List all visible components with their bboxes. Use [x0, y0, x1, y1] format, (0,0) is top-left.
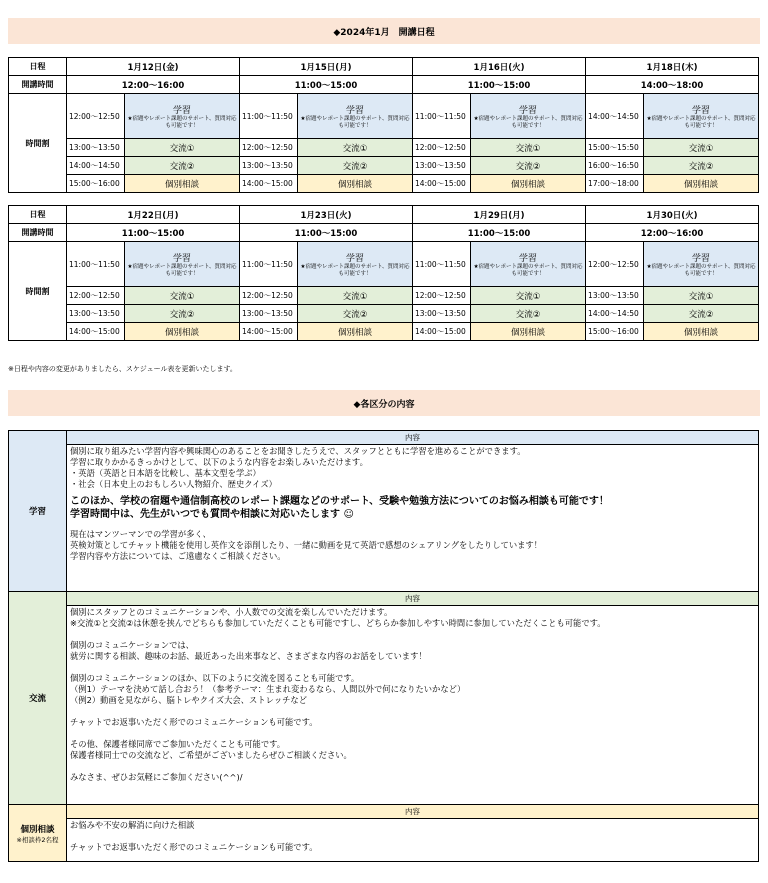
slot-gakushu-title: 学習 [692, 105, 711, 116]
slot-gakushu-title: 学習 [346, 253, 365, 264]
category-kobetsu: 個別相談 ※相談枠2名程 [9, 805, 67, 862]
gakushu-highlight-2: 学習時間中は、先生がいつでも質問や相談に対応いたします ☺ [70, 509, 354, 520]
schedule-note: ※日程や内容の変更がありましたら、スケジュール表を更新いたします。 [8, 365, 237, 373]
gakushu-line: 現在はマンツーマンでの学習が多く、 [70, 529, 211, 539]
content-header: 内容 [67, 592, 759, 606]
slot-gakushu [471, 242, 586, 287]
slot-gakushu [125, 94, 240, 139]
content-table [8, 430, 759, 862]
slot-koryu: 交流② [644, 305, 759, 323]
slot-koryu: 交流② [471, 305, 586, 323]
koryu-line [70, 706, 755, 717]
slot-kobetsu: 個別相談 [298, 175, 413, 193]
category-gakushu: 学習 [9, 431, 67, 592]
slot-gakushu-sub: ★宿題やレポート課題のサポート、質問対応も可能です！ [300, 263, 410, 277]
koryu-line [70, 728, 755, 739]
date-label: 日程 [9, 58, 67, 76]
day-date: 1月22日(月) [67, 206, 240, 224]
schedule-table-week-1 [8, 57, 759, 193]
slot-time: 13:00〜13:50 [67, 305, 125, 323]
slot-koryu: 交流② [125, 305, 240, 323]
koryu-line [70, 662, 755, 673]
slot-time: 14:00〜15:00 [240, 323, 298, 341]
slot-koryu: 交流① [125, 139, 240, 157]
slot-koryu: 交流② [644, 157, 759, 175]
koryu-description [67, 606, 759, 805]
koryu-line: 個別のコミュニケーションでは、 [70, 640, 194, 650]
gakushu-line: 個別に取り組みたい学習内容や興味関心のあることをお聞きしたうえで、スタッフとともに学習を進めることができます。 [70, 446, 526, 456]
slot-gakushu-title: 学習 [173, 253, 192, 264]
day-date: 1月18日(木) [586, 58, 759, 76]
slot-time: 12:00〜12:50 [586, 242, 644, 287]
koryu-line: （例2）動画を見ながら、脳トレやクイズ大会、ストレッチなど [70, 695, 308, 705]
kobetsu-line: お悩みや不安の解消に向けた相談 [70, 820, 195, 830]
slot-gakushu-sub: ★宿題やレポート課題のサポート、質問対応も可能です！ [300, 115, 410, 129]
slot-koryu: 交流① [471, 287, 586, 305]
koryu-line: 就労に関する相談、趣味のお話、最近あった出来事など、さまざまな内容のお話をしています！ [70, 651, 427, 661]
slot-kobetsu: 個別相談 [471, 175, 586, 193]
content-header: 内容 [67, 431, 759, 445]
day-date: 1月29日(月) [413, 206, 586, 224]
koryu-line: （例1）テーマを決めて話し合おう！（参考テーマ：生まれ変わるなら、人間以外で何になりたいかなど） [70, 684, 466, 694]
slot-koryu: 交流① [644, 139, 759, 157]
slot-kobetsu: 個別相談 [644, 175, 759, 193]
slot-gakushu-sub: ★宿題やレポート課題のサポート、質問対応も可能です！ [127, 115, 237, 129]
slot-time: 13:00〜13:50 [413, 305, 471, 323]
slot-koryu: 交流② [298, 157, 413, 175]
slot-gakushu [644, 242, 759, 287]
gakushu-line: ・社会（日本史上のおもしろい人物紹介、歴史クイズ） [70, 479, 277, 489]
slot-time: 11:00〜11:50 [67, 242, 125, 287]
koryu-line: 個別にスタッフとのコミュニケーションや、小人数での交流を楽しんでいただけます。 [70, 607, 393, 617]
slot-time: 15:00〜16:00 [586, 323, 644, 341]
gakushu-description [67, 445, 759, 592]
slot-time: 11:00〜11:50 [240, 94, 298, 139]
slot-time: 13:00〜13:50 [586, 287, 644, 305]
slot-time: 15:00〜15:50 [586, 139, 644, 157]
day-open-time: 12:00〜16:00 [586, 224, 759, 242]
slot-time: 13:00〜13:50 [240, 305, 298, 323]
category-koryu: 交流 [9, 592, 67, 805]
koryu-line: 保護者様同士での交流など、ご希望がございましたらぜひご相談ください。 [70, 750, 352, 760]
content-banner: ◆各区分の内容 [8, 390, 760, 416]
slot-gakushu [298, 94, 413, 139]
timetable-label: 時間割 [9, 94, 67, 193]
slot-gakushu [471, 94, 586, 139]
slot-time: 14:00〜15:00 [67, 323, 125, 341]
slot-time: 14:00〜15:00 [413, 323, 471, 341]
slot-time: 13:00〜13:50 [67, 139, 125, 157]
day-date: 1月15日(月) [240, 58, 413, 76]
slot-time: 12:00〜12:50 [67, 94, 125, 139]
day-open-time: 11:00〜15:00 [240, 76, 413, 94]
koryu-line: みなさま、ぜひお気軽にご参加ください(^^)/ [70, 772, 243, 782]
kobetsu-line [70, 831, 755, 842]
slot-time: 14:00〜14:50 [586, 94, 644, 139]
slot-time: 16:00〜16:50 [586, 157, 644, 175]
day-open-time: 12:00〜16:00 [67, 76, 240, 94]
slot-koryu: 交流① [644, 287, 759, 305]
day-date: 1月12日(金) [67, 58, 240, 76]
slot-kobetsu: 個別相談 [125, 323, 240, 341]
gakushu-highlight-1: このほか、学校の宿題や通信制高校のレポート課題などのサポート、受験や勉強方法についてのお悩み相談も可能です！ [70, 496, 609, 507]
slot-gakushu-sub: ★宿題やレポート課題のサポート、質問対応も可能です！ [646, 263, 756, 277]
schedule-banner: ◆2024年1月 開講日程 [8, 18, 760, 44]
slot-gakushu-title: 学習 [173, 105, 192, 116]
slot-gakushu-title: 学習 [692, 253, 711, 264]
koryu-line: チャットでお返事いただく形でのコミュニケーションも可能です。 [70, 717, 318, 727]
koryu-line: その他、保護者様同席でご参加いただくことも可能です。 [70, 739, 286, 749]
slot-gakushu-title: 学習 [519, 105, 538, 116]
slot-time: 17:00〜18:00 [586, 175, 644, 193]
slot-kobetsu: 個別相談 [471, 323, 586, 341]
slot-koryu: 交流② [471, 157, 586, 175]
open-time-label: 開講時間 [9, 76, 67, 94]
slot-gakushu [298, 242, 413, 287]
slot-gakushu-sub: ★宿題やレポート課題のサポート、質問対応も可能です！ [473, 115, 583, 129]
date-label: 日程 [9, 206, 67, 224]
koryu-line: 個別のコミュニケーションのほか、以下のように交流を図ることも可能です。 [70, 673, 360, 683]
gakushu-line: 学習内容や方法については、ご遠慮なくご相談ください。 [70, 551, 286, 561]
gakushu-line: ・英語（英語と日本語を比較し、基本文型を学ぶ） [70, 468, 261, 478]
slot-koryu: 交流① [125, 287, 240, 305]
slot-koryu: 交流① [298, 287, 413, 305]
koryu-line [70, 761, 755, 772]
day-open-time: 11:00〜15:00 [413, 76, 586, 94]
timetable-label: 時間割 [9, 242, 67, 341]
gakushu-line: 英検対策としてチャット機能を使用し英作文を添削したり、一緒に動画を見て英語で感想のシェアリングをしたりしています！ [70, 540, 543, 550]
slot-gakushu [644, 94, 759, 139]
slot-time: 12:00〜12:50 [67, 287, 125, 305]
day-date: 1月16日(火) [413, 58, 586, 76]
slot-gakushu-title: 学習 [519, 253, 538, 264]
gakushu-line: 学習に取りかかるきっかけとして、以下のような内容をお楽しみいただけます。 [70, 457, 368, 467]
slot-gakushu-title: 学習 [346, 105, 365, 116]
slot-kobetsu: 個別相談 [644, 323, 759, 341]
slot-time: 13:00〜13:50 [240, 157, 298, 175]
day-open-time: 14:00〜18:00 [586, 76, 759, 94]
slot-time: 11:00〜11:50 [413, 242, 471, 287]
slot-koryu: 交流② [298, 305, 413, 323]
day-date: 1月30日(火) [586, 206, 759, 224]
slot-kobetsu: 個別相談 [125, 175, 240, 193]
koryu-line: ※交流①と交流②は休憩を挟んでどちらも参加していただくことも可能ですし、どちらか参加しやすい時間に参加していただくことも可能です。 [70, 618, 606, 628]
schedule-table-week-2 [8, 205, 759, 341]
slot-gakushu-sub: ★宿題やレポート課題のサポート、質問対応も可能です！ [473, 263, 583, 277]
slot-time: 14:00〜14:50 [586, 305, 644, 323]
day-open-time: 11:00〜15:00 [413, 224, 586, 242]
day-date: 1月23日(火) [240, 206, 413, 224]
slot-time: 14:00〜15:00 [413, 175, 471, 193]
slot-time: 14:00〜14:50 [67, 157, 125, 175]
content-header: 内容 [67, 805, 759, 819]
slot-time: 12:00〜12:50 [240, 139, 298, 157]
slot-koryu: 交流② [125, 157, 240, 175]
slot-gakushu [125, 242, 240, 287]
slot-time: 15:00〜16:00 [67, 175, 125, 193]
day-open-time: 11:00〜15:00 [67, 224, 240, 242]
kobetsu-description [67, 819, 759, 862]
slot-gakushu-sub: ★宿題やレポート課題のサポート、質問対応も可能です！ [127, 263, 237, 277]
slot-kobetsu: 個別相談 [298, 323, 413, 341]
slot-time: 12:00〜12:50 [413, 139, 471, 157]
slot-time: 11:00〜11:50 [240, 242, 298, 287]
slot-time: 14:00〜15:00 [240, 175, 298, 193]
slot-time: 13:00〜13:50 [413, 157, 471, 175]
slot-koryu: 交流① [298, 139, 413, 157]
slot-time: 12:00〜12:50 [240, 287, 298, 305]
koryu-line [70, 629, 755, 640]
slot-gakushu-sub: ★宿題やレポート課題のサポート、質問対応も可能です！ [646, 115, 756, 129]
slot-time: 12:00〜12:50 [413, 287, 471, 305]
slot-time: 11:00〜11:50 [413, 94, 471, 139]
slot-koryu: 交流① [471, 139, 586, 157]
kobetsu-line: チャットでお返事いただく形でのコミュニケーションも可能です。 [70, 842, 318, 852]
day-open-time: 11:00〜15:00 [240, 224, 413, 242]
open-time-label: 開講時間 [9, 224, 67, 242]
